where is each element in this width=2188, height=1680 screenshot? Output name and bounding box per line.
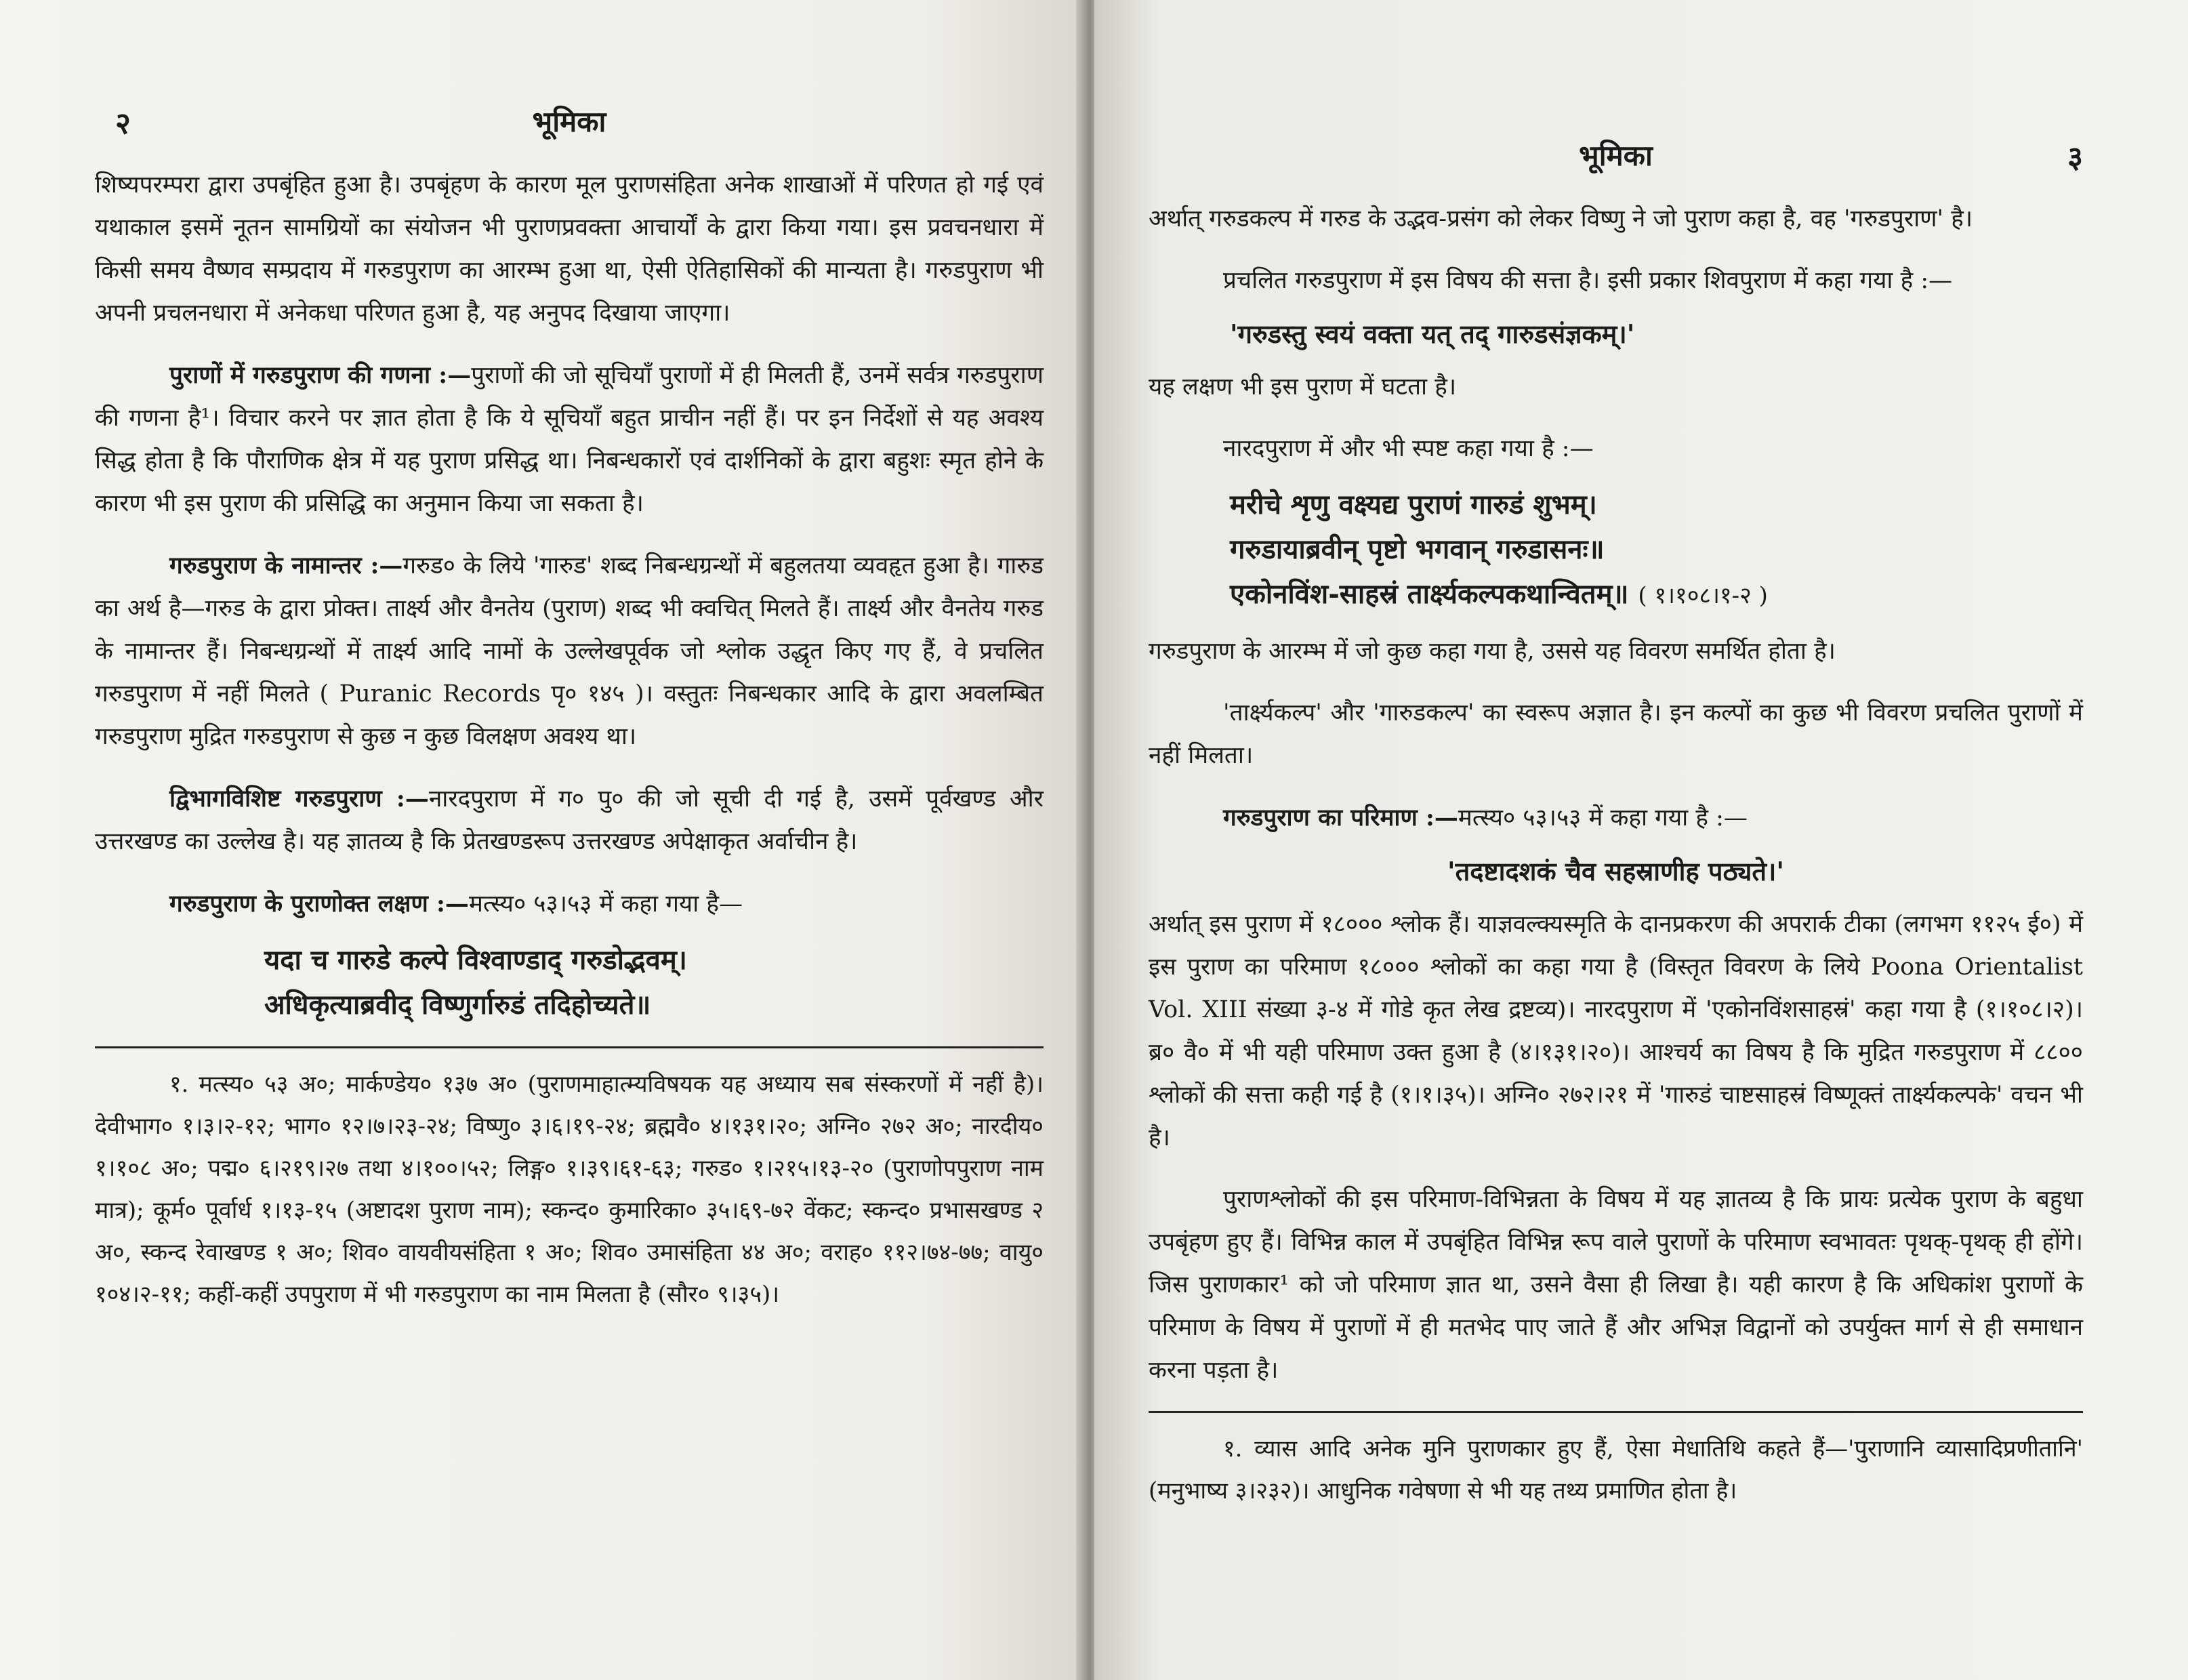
narada-verse-line-3-text: एकोनविंश-साहस्रं तार्क्ष्यकल्पकथान्वितम्॥ xyxy=(1230,578,1629,610)
section-dvibhag xyxy=(95,777,1044,863)
right-page xyxy=(1094,0,2188,1680)
left-footnotes xyxy=(95,1063,1044,1315)
right-paragraph-7: अर्थात् इस पुराण में १८००० श्लोक हैं। याज्ञवल्क्यस्मृति के दानप्रकरण की अपरार्क टीका (लगभग ११२५ ई०) में इस पुराण का परिमाण १८००० श्लोकों का कहा गया है (विस्तृत विवरण के लिये Poona Orientalist Vol. XIII संख्या ३-४ में गोडे कृत लेख द्रष्टव्य)। नारदपुराण में 'एकोनविंशसाहस्रं' कहा गया है (१।१०८।२)। ब्र० वै० में भी यही परिमाण उक्त हुआ है (४।१३१।२०)। आश्चर्य का विषय है कि मुद्रित गरुडपुराण में ८८०० श्लोकों की सत्ता कही गई है (१।१।३५)। अग्नि० २७२।२१ में 'गारुडं चाष्टसाहस्रं विष्णूक्तं तार्क्ष्यकल्पके' वचन भी है। xyxy=(1149,911,2083,1151)
section-pariman-text: मत्स्य० ५३।५३ में कहा गया है :— xyxy=(1458,804,1748,832)
section-ganana-text: पुराणों की जो सूचियाँ पुराणों में ही मिलती हैं, उनमें सर्वत्र गरुडपुराण की गणना है¹। विचार करने पर ज्ञात होता है कि ये सूचियाँ बहुत प्राचीन नहीं हैं। पर इन निर्देशों से यह अवश्य सिद्ध होता है कि पौराणिक क्षेत्र में यह पुराण प्रसिद्ध था। निबन्धकारों एवं दार्शनिकों के द्वारा बहुशः स्मृत होने के कारण भी इस पुराण की प्रसिद्धि का अनुमान किया जा सकता है। xyxy=(95,362,1044,517)
section-dvibhag-text: नारदपुराण में ग० पु० की जो सूची दी गई है, उसमें पूर्वखण्ड और उत्तरखण्ड का उल्लेख है। यह ज्ञातव्य है कि प्रेतखण्डरूप उत्तरखण्ड अपेक्षाकृत अर्वाचीन है। xyxy=(95,785,1044,855)
right-paragraph-1: अर्थात् गरुडकल्प में गरुड के उद्भव-प्रसंग को लेकर विष्णु ने जो पुराण कहा है, वह 'गरुडपुराण' है। xyxy=(1149,205,1973,232)
narada-verse-line-1: मरीचे शृणु वक्ष्यद्य पुराणं गारुडं शुभम्। xyxy=(1230,489,1597,520)
right-paragraph-5: गरुडपुराण के आरम्भ में जो कुछ कहा गया है, उससे यह विवरण समर्थित होता है। xyxy=(1149,638,1836,665)
section-dvibhag-heading: द्विभागविशिष्ट गरुडपुराण :— xyxy=(169,785,429,813)
left-page-number: २ xyxy=(115,106,131,141)
left-footnote-rule xyxy=(95,1046,1044,1048)
section-namantar xyxy=(95,544,1044,758)
section-pariman xyxy=(1149,796,2083,840)
right-paragraph-8: पुराणश्लोकों की इस परिमाण-विभिन्नता के विषय में यह ज्ञातव्य है कि प्रायः प्रत्येक पुराण के बहुधा उपबृंहण हुए हैं। विभिन्न काल में उपबृंहित विभिन्न रूप वाले पुराणों के परिमाण स्वभावतः पृथक्-पृथक् ही होंगे। जिस पुराणकार¹ को जो परिमाण ज्ञात था, उसने वैसा ही लिखा है। यही कारण है कि अधिकांश पुराणों के परिमाण के विषय में पुराणों में ही मतभेद पाए जाते हैं और अभिज्ञ विद्वानों को उपर्युक्त मार्ग से ही समाधान करना पड़ता है। xyxy=(1149,1186,2083,1384)
right-page-header xyxy=(1149,136,2083,190)
left-verse-line-2: अधिकृत्याब्रवीद् विष्णुर्गारुडं तदिहोच्यते॥ xyxy=(264,989,651,1021)
narada-verse xyxy=(1230,483,2083,618)
right-footnote-1: १. व्यास आदि अनेक मुनि पुराणकार हुए हैं, ऐसा मेधातिथि कहते हैं—'पुराणानि व्यासादिप्रणीतानि' (मनुभाष्य ३।२३२)। आधुनिक गवेषणा से भी यह तथ्य प्रमाणित होता है। xyxy=(1149,1435,2083,1504)
right-footnotes xyxy=(1149,1428,2083,1512)
left-page xyxy=(0,0,1084,1680)
right-page-number: ३ xyxy=(2067,140,2083,175)
left-footnote-1: १. मत्स्य० ५३ अ०; मार्कण्डेय० १३७ अ० (पुराणमाहात्म्यविषयक यह अध्याय सब संस्करणों में नहीं है)। देवीभाग० १।३।२-१२; भाग० १२।७।२३-२४; विष्णु० ३।६।१९-२४; ब्रह्मवै० ४।१३१।२०; अग्नि० २७२ अ०; नारदीय० १।१०८ अ०; पद्म० ६।२१९।२७ तथा ४।१००।५२; लिङ्ग० १।३९।६१-६३; गरुड० १।२१५।१३-२० (पुराणोपपुराण नाम मात्र); कूर्म० पूर्वार्ध १।१३-१५ (अष्टादश पुराण नाम); स्कन्द० कुमारिका० ३५।६९-७२ वेंकट; स्कन्द० प्रभासखण्ड २ अ०, स्कन्द रेवाखण्ड १ अ०; शिव० वायवीयसंहिता १ अ०; शिव० उमासंहिता ४४ अ०; वराह० ११२।७४-७७; वायु० १०४।२-११; कहीं-कहीं उपपुराण में भी गरुडपुराण का नाम मिलता है (सौर० ९।३५)। xyxy=(95,1071,1044,1308)
section-lakshan-heading: गरुडपुराण के पुराणोक्त लक्षण :— xyxy=(169,890,469,918)
right-footnote-rule xyxy=(1149,1411,2083,1413)
section-lakshan-text: मत्स्य० ५३।५३ में कहा गया है— xyxy=(468,890,743,918)
right-paragraph-2: प्रचलित गरुडपुराण में इस विषय की सत्ता है। इसी प्रकार शिवपुराण में कहा गया है :— xyxy=(1223,267,1953,294)
section-namantar-text: गरुड० के लिये 'गारुड' शब्द निबन्धग्रन्थों में बहुलतया व्यवहृत हुआ है। गारुड का अर्थ है—गरुड के द्वारा प्रोक्त। तार्क्ष्य और वैनतेय (पुराण) शब्द भी क्वचित् मिलते हैं। तार्क्ष्य और वैनतेय गरुड के नामान्तर हैं। निबन्धग्रन्थों में तार्क्ष्य आदि नामों के उल्लेखपूर्वक जो श्लोक उद्धृत किए गए हैं, वे प्रचलित गरुडपुराण में नहीं मिलते ( Puranic Records पृ० १४५ )। वस्तुतः निबन्धकार आदि के द्वारा अवलम्बित गरुडपुराण मुद्रित गरुडपुराण से कुछ न कुछ विलक्षण अवश्य था। xyxy=(95,552,1044,750)
right-paragraph-3: यह लक्षण भी इस पुराण में घटता है। xyxy=(1149,373,1457,401)
narada-verse-line-2: गरुडायाब्रवीन् पृष्टो भगवान् गरुडासनः॥ xyxy=(1230,533,1605,565)
right-paragraph-4: नारदपुराण में और भी स्पष्ट कहा गया है :— xyxy=(1223,435,1594,462)
section-pariman-heading: गरुडपुराण का परिमाण :— xyxy=(1223,804,1458,832)
left-verse xyxy=(264,938,1044,1027)
left-verse-line-1: यदा च गारुडे कल्पे विश्वाण्डाद् गरुडोद्भवम्। xyxy=(264,944,687,976)
narada-verse-reference: ( १।१०८।१-२ ) xyxy=(1638,582,1768,609)
left-running-title: भूमिका xyxy=(532,105,606,138)
right-paragraph-6: 'तार्क्ष्यकल्प' और 'गारुडकल्प' का स्वरूप अज्ञात है। इन कल्पों का कुछ भी विवरण प्रचलित पुराणों में नहीं मिलता। xyxy=(1149,699,2083,769)
section-ganana xyxy=(95,354,1044,525)
shivpurana-quote: 'गरुडस्तु स्वयं वक्ता यत् तद् गारुडसंज्ञकम्।' xyxy=(1230,319,1635,349)
section-namantar-heading: गरुडपुराण के नामान्तर :— xyxy=(169,552,403,579)
matsya-quote: 'तदष्टादशकं चैव सहस्राणीह पठ्यते।' xyxy=(1447,856,1785,886)
left-paragraph-1: शिष्यपरम्परा द्वारा उपबृंहित हुआ है। उपबृंहण के कारण मूल पुराणसंहिता अनेक शाखाओं में परिणत हो गई एवं यथाकाल इसमें नूतन सामग्रियों का संयोजन भी पुराणप्रवक्ता आचार्यों के द्वारा किया गया। इस प्रवचनधारा में किसी समय वैष्णव सम्प्रदाय में गरुडपुराण का आरम्भ हुआ था, ऐसी ऐतिहासिकों की मान्यता है। गरुडपुराण भी अपनी प्रचलनधारा में अनेकधा परिणत हुआ है, यह अनुपद दिखाया जाएगा। xyxy=(95,171,1044,327)
section-ganana-heading: पुराणों में गरुडपुराण की गणना :— xyxy=(169,361,472,389)
section-lakshan xyxy=(95,882,1044,926)
left-page-header xyxy=(95,102,1044,156)
right-running-title: भूमिका xyxy=(1579,139,1653,172)
narada-verse-line-3 xyxy=(1230,572,2083,618)
